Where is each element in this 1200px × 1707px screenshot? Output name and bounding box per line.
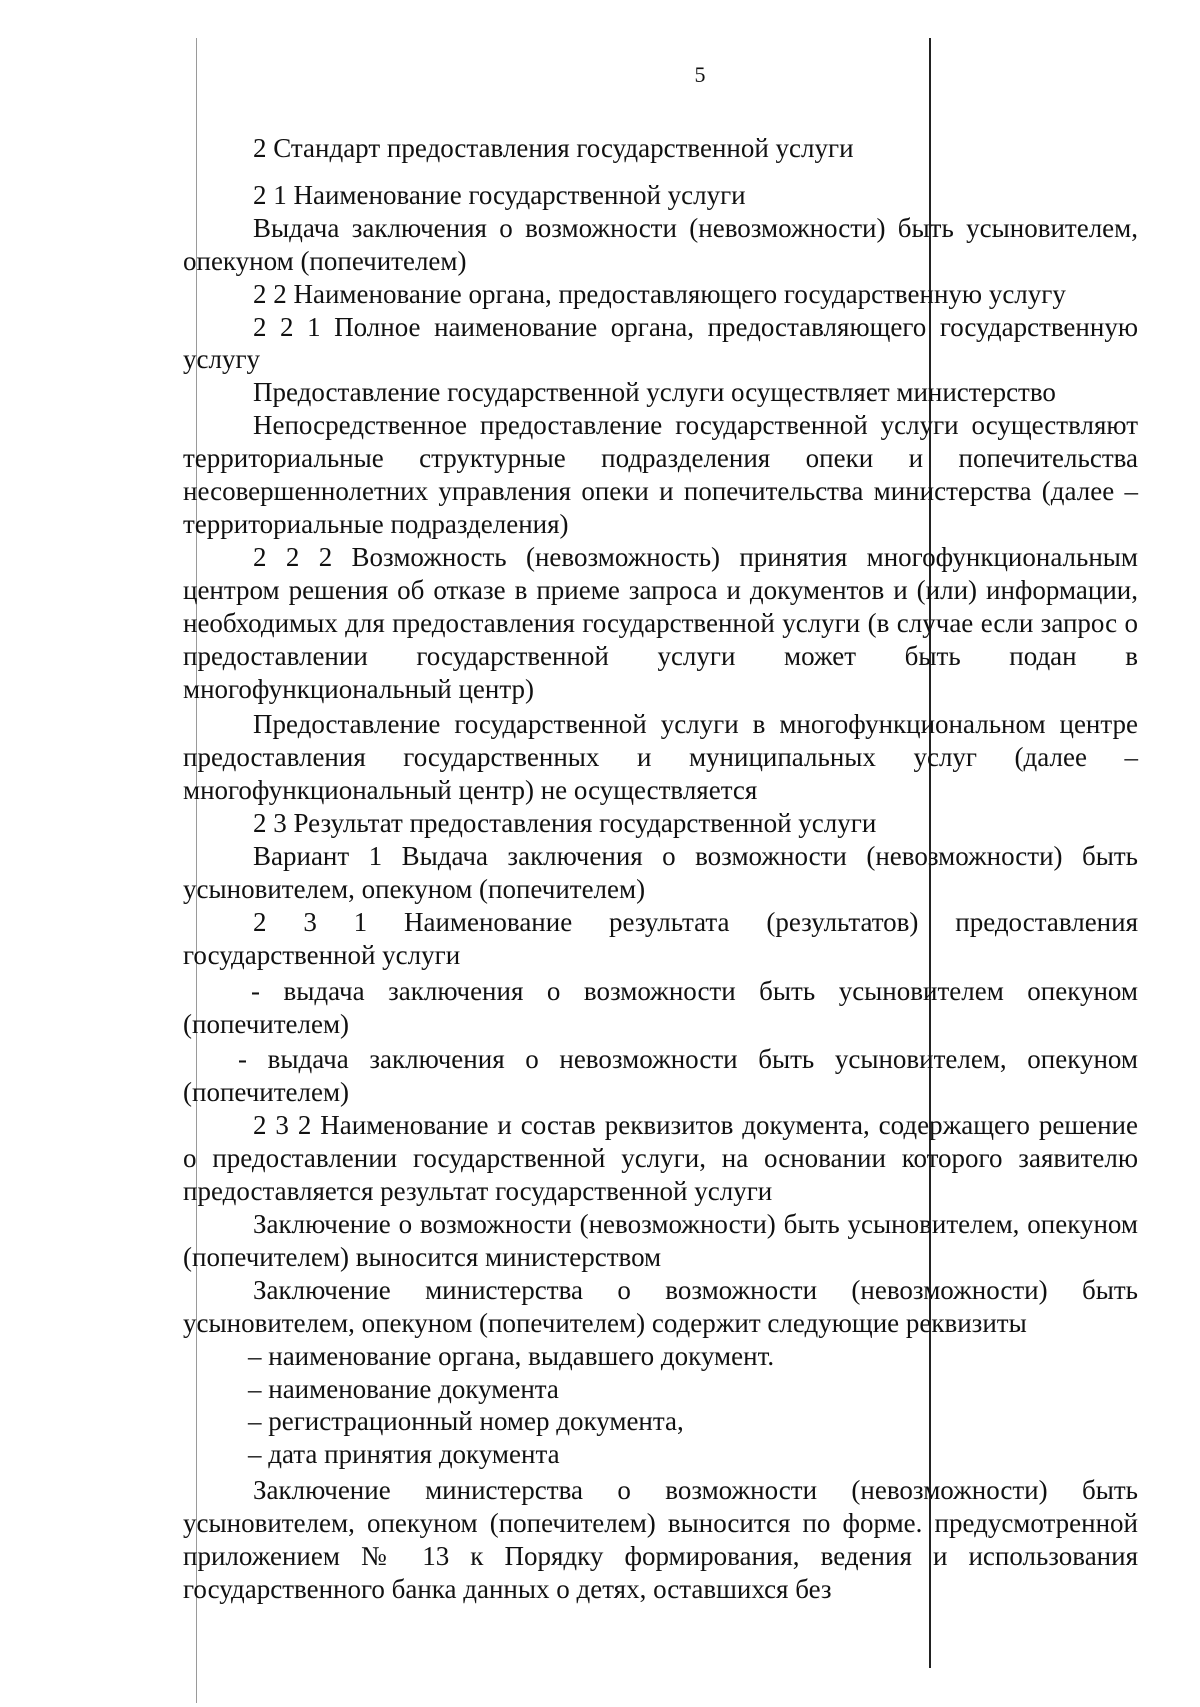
result-dash-item-2: - выдача заключения о невозможности быть усыновителем, опекуном (попечителем) [183, 1044, 1138, 1108]
requisite-item: – дата принятия документа [248, 1439, 560, 1470]
section-title: 2 Стандарт предоставления государственной услуги [253, 133, 854, 163]
service-name-paragraph: Выдача заключения о возможности (невозможности) быть усыновителем, опекуном (попечителем) [183, 212, 1138, 276]
direct-provision-paragraph: Непосредственное предоставление государственной услуги осуществляют территориальные структурные подразделения опеки и попечительства несовершеннолетних управления опеки и попечительства министерства (далее – территориальные подразделения) [183, 410, 1138, 539]
subsection-2-3-2-paragraph: 2 3 2 Наименование и состав реквизитов документа, содержащего решение о предоставлении государственной услуги, на основании которого заявителю предоставляется результат государственной услуги [183, 1110, 1138, 1207]
page-number: 5 [694, 62, 706, 87]
result-dash-item-1: - выдача заключения о возможности быть усыновителем опекуном (попечителем) [183, 975, 1138, 1039]
subsection-2-3-heading: 2 3 Результат предоставления государственной услуги [253, 808, 877, 839]
ministry-paragraph: Предоставление государственной услуги осуществляет министерство [253, 377, 1056, 408]
conclusion-paragraph-2: Заключение министерства о возможности (невозможности) быть усыновителем, опекуном (попечителем) содержит следующие реквизиты [183, 1274, 1138, 1338]
requisite-item: – наименование документа [248, 1373, 559, 1404]
subsection-2-3-1-paragraph: 2 3 1 Наименование результата (результатов) предоставления государственной услуги [183, 906, 1138, 970]
conclusion-paragraph-3: Заключение министерства о возможности (невозможности) быть усыновителем, опекуном (попечителем) выносится по форме. предусмотренной приложением № 13 к Порядку формирования, ведения и использования государственного банка данных о детях, оставшихся без [183, 1475, 1138, 1604]
conclusion-paragraph-1: Заключение о возможности (невозможности) быть усыновителем, опекуном (попечителем) выносится министерством [183, 1209, 1138, 1272]
subsection-2-1-heading: 2 1 Наименование государственной услуги [253, 179, 746, 210]
subsection-2-2-heading: 2 2 Наименование органа, предоставляющего государственную услугу [253, 278, 1066, 309]
variant-paragraph: Вариант 1 Выдача заключения о возможности (невозможности) быть усыновителем, опекуном (попечителем) [183, 841, 1138, 904]
subsection-2-2-2-paragraph: 2 2 2 Возможность (невозможность) принятия многофункциональным центром решения об отказе в приеме запроса и документов и (или) информации, необходимых для предоставления государственной услуги (в случае если запрос о предоставлении государственной услуги может быть подан в многофункциональный центр) [183, 541, 1138, 704]
subsection-2-2-1-heading: 2 2 1 Полное наименование органа, предоставляющего государственную услугу [183, 311, 1138, 375]
requisite-item: – наименование органа, выдавшего документ. [248, 1340, 775, 1371]
mfc-paragraph: Предоставление государственной услуги в многофункциональном центре предоставления государственных и муниципальных услуг (далее – многофункциональный центр) не осуществляется [183, 709, 1138, 806]
requisite-item: – регистрационный номер документа, [248, 1406, 684, 1437]
document-body [183, 132, 1138, 1606]
